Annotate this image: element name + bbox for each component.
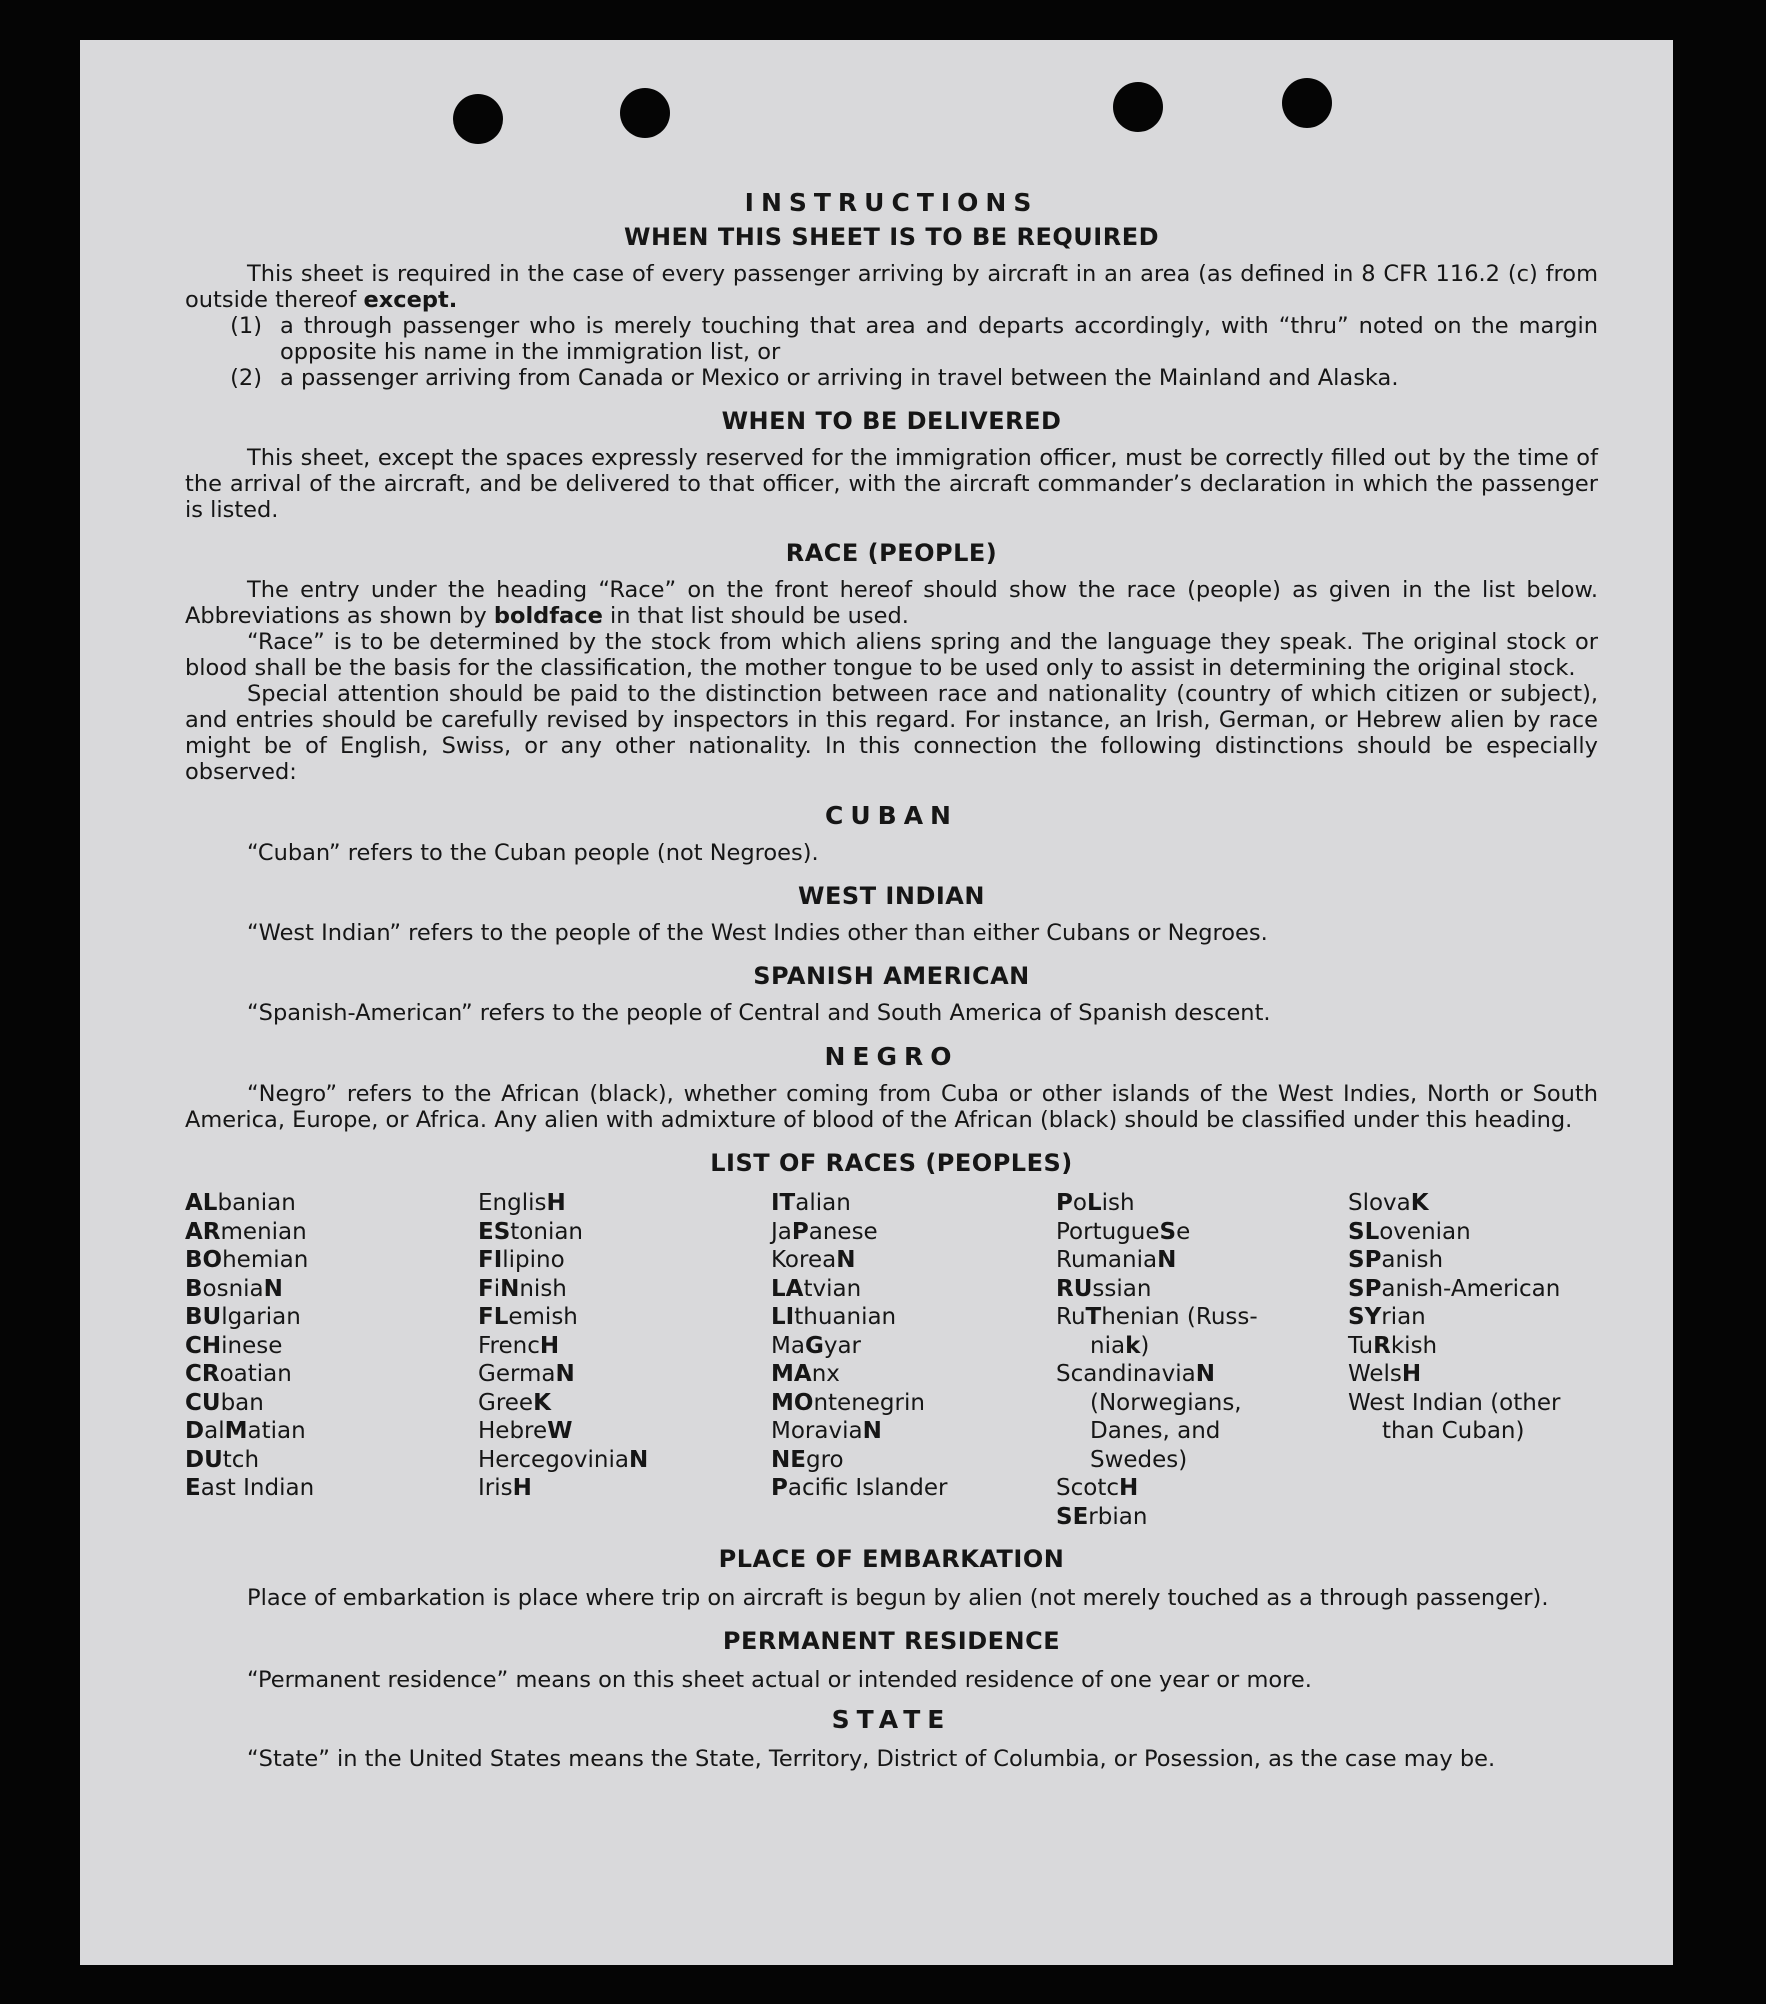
race-entry: BOhemian	[185, 1247, 309, 1273]
race-entry: TuRkish	[1348, 1332, 1438, 1359]
race-entry: CRoatian	[185, 1361, 292, 1387]
punch-hole	[1282, 78, 1332, 128]
instructions-title: INSTRUCTIONS	[744, 188, 1039, 217]
race-entry: PortugueSe	[1056, 1218, 1191, 1245]
punch-hole	[620, 88, 670, 138]
race-entry: GermaN	[478, 1361, 575, 1387]
race-entry: niak)	[1090, 1332, 1150, 1359]
race-entry: MaGyar	[771, 1332, 862, 1359]
race-entry: ITalian	[771, 1190, 851, 1216]
race-entry: SPanish	[1348, 1247, 1444, 1273]
race-entry: ScotcH	[1056, 1475, 1139, 1501]
race-entry: than Cuban)	[1382, 1418, 1525, 1444]
race-entry: HercegoviniaN	[478, 1446, 649, 1473]
race-entry: EStonian	[478, 1218, 584, 1245]
race-entry: DUtch	[185, 1446, 260, 1473]
west-indian-text: “West Indian” refers to the people of the West Indies other than either Cubans or Negroes.	[247, 920, 1268, 946]
negro-text: “Negro” refers to the African (black), whether coming from Cuba or other islands of the West Indies, North or South America, Europe, or Africa. Any alien with admixture of blood of the African (black) should be classified under this heading.	[185, 1081, 1598, 1133]
race-entry: SYrian	[1348, 1304, 1426, 1330]
race-entry: BUlgarian	[185, 1304, 301, 1330]
state-heading: STATE	[831, 1705, 952, 1734]
race-entry: NEgro	[771, 1446, 844, 1473]
race-entry: ALbanian	[185, 1190, 296, 1216]
state-text: “State” in the United States means the State, Territory, District of Columbia, or Posession, as the case may be.	[247, 1746, 1496, 1772]
negro-heading: NEGRO	[824, 1042, 959, 1071]
race-entry: RUssian	[1056, 1275, 1152, 1302]
when-required-heading: WHEN THIS SHEET IS TO BE REQUIRED	[623, 223, 1160, 251]
race-entry: Swedes)	[1090, 1446, 1188, 1473]
race-entry: LAtvian	[771, 1275, 862, 1302]
embarkation-text: Place of embarkation is place where trip on aircraft is begun by alien (not merely touched as a through passenger).	[247, 1585, 1549, 1611]
race-entry: Pacific Islander	[771, 1475, 948, 1501]
cuban-text: “Cuban” refers to the Cuban people (not Negroes).	[247, 840, 819, 866]
race-entry: RuThenian (Russ-	[1056, 1304, 1258, 1330]
residence-heading: PERMANENT RESIDENCE	[722, 1627, 1061, 1655]
spanish-american-heading: SPANISH AMERICAN	[753, 962, 1030, 990]
race-entry: GreeK	[478, 1389, 551, 1416]
race-paragraph-2: “Race” is to be determined by the stock from which aliens spring and the language they speak. The original stock or blood shall be the basis for the classification, the mother tongue to be used only to assist in determining the original stock.	[185, 629, 1598, 681]
document-sheet	[80, 40, 1673, 1965]
race-column	[185, 1189, 478, 1531]
embarkation-heading: PLACE OF EMBARKATION	[718, 1545, 1065, 1573]
race-entry: SLovenian	[1348, 1218, 1471, 1245]
list-of-races-heading: LIST OF RACES (PEOPLES)	[710, 1149, 1073, 1177]
race-entry: Danes, and	[1090, 1418, 1221, 1444]
race-entry: PoLish	[1056, 1190, 1135, 1216]
race-entry: MoraviaN	[771, 1418, 882, 1444]
race-entry: West Indian (other	[1348, 1389, 1561, 1416]
race-entry: (Norwegians,	[1090, 1389, 1242, 1416]
race-paragraph-1: The entry under the heading “Race” on the front hereof should show the race (people) as given in the list below. Abbreviations as shown by boldface in that list should be used.	[185, 577, 1598, 629]
exception-item-1: (1) a through passenger who is merely touching that area and departs accordingly, with “thru” noted on the margin opposite his name in the immigration list, or	[230, 313, 1598, 365]
west-indian-heading: WEST INDIAN	[798, 882, 985, 910]
spanish-american-text: “Spanish-American” refers to the people of Central and South America of Spanish descent.	[247, 1000, 1271, 1026]
race-entry: FLemish	[478, 1304, 578, 1330]
race-entry: JaPanese	[771, 1218, 878, 1245]
when-delivered-text: This sheet, except the spaces expressly reserved for the immigration officer, must be correctly filled out by the time of the arrival of the aircraft, and be delivered to that officer, with the aircraft commander’s declaration in which the passenger is listed.	[185, 445, 1598, 523]
race-entry: MOntenegrin	[771, 1389, 925, 1416]
residence-text: “Permanent residence” means on this sheet actual or intended residence of one year or more.	[247, 1667, 1312, 1693]
race-entry: BosniaN	[185, 1275, 283, 1302]
cuban-heading: CUBAN	[825, 801, 958, 830]
when-required-intro: This sheet is required in the case of every passenger arriving by aircraft in an area (as defined in 8 CFR 116.2 (c) from outside thereof except.	[185, 261, 1598, 313]
race-entry: SlovaK	[1348, 1190, 1429, 1216]
race-entry: CHinese	[185, 1332, 283, 1359]
race-column	[771, 1189, 1056, 1531]
race-entry: FrencH	[478, 1332, 560, 1359]
exception-item-2: (2) a passenger arriving from Canada or Mexico or arriving in travel between the Mainland and Alaska.	[230, 365, 1399, 391]
race-entry: ARmenian	[185, 1218, 307, 1245]
race-entry: ScandinaviaN	[1056, 1361, 1215, 1387]
race-entry: KoreaN	[771, 1247, 856, 1273]
race-entry: LIthuanian	[771, 1304, 897, 1330]
race-paragraph-3: Special attention should be paid to the distinction between race and nationality (country of which citizen or subject), and entries should be carefully revised by inspectors in this regard. For instance, an Irish, German, or Hebrew alien by race might be of English, Swiss, or any other nationality. In this connection the following distinctions should be especially observed:	[185, 681, 1598, 785]
race-entry: SErbian	[1056, 1503, 1148, 1530]
race-entry: RumaniaN	[1056, 1247, 1177, 1273]
instructions-content	[185, 188, 1598, 1772]
race-entry: CUban	[185, 1389, 264, 1416]
race-entry: IrisH	[478, 1475, 532, 1501]
race-entry: WelsH	[1348, 1361, 1422, 1387]
race-heading: RACE (PEOPLE)	[785, 539, 998, 567]
race-column	[1348, 1189, 1598, 1531]
race-entry: EnglisH	[478, 1190, 566, 1216]
race-column	[478, 1189, 771, 1531]
race-column	[1056, 1189, 1348, 1531]
when-delivered-heading: WHEN TO BE DELIVERED	[721, 407, 1062, 435]
race-entry: SPanish-American	[1348, 1275, 1561, 1302]
race-entry: FiNnish	[478, 1275, 567, 1302]
race-entry: DalMatian	[185, 1418, 306, 1444]
race-entry: MAnx	[771, 1361, 840, 1387]
punch-hole	[453, 94, 503, 144]
race-entry: East Indian	[185, 1475, 315, 1501]
race-entry: HebreW	[478, 1418, 573, 1444]
list-of-races	[185, 1189, 1598, 1531]
punch-hole	[1113, 82, 1163, 132]
race-entry: FIlipino	[478, 1247, 565, 1273]
